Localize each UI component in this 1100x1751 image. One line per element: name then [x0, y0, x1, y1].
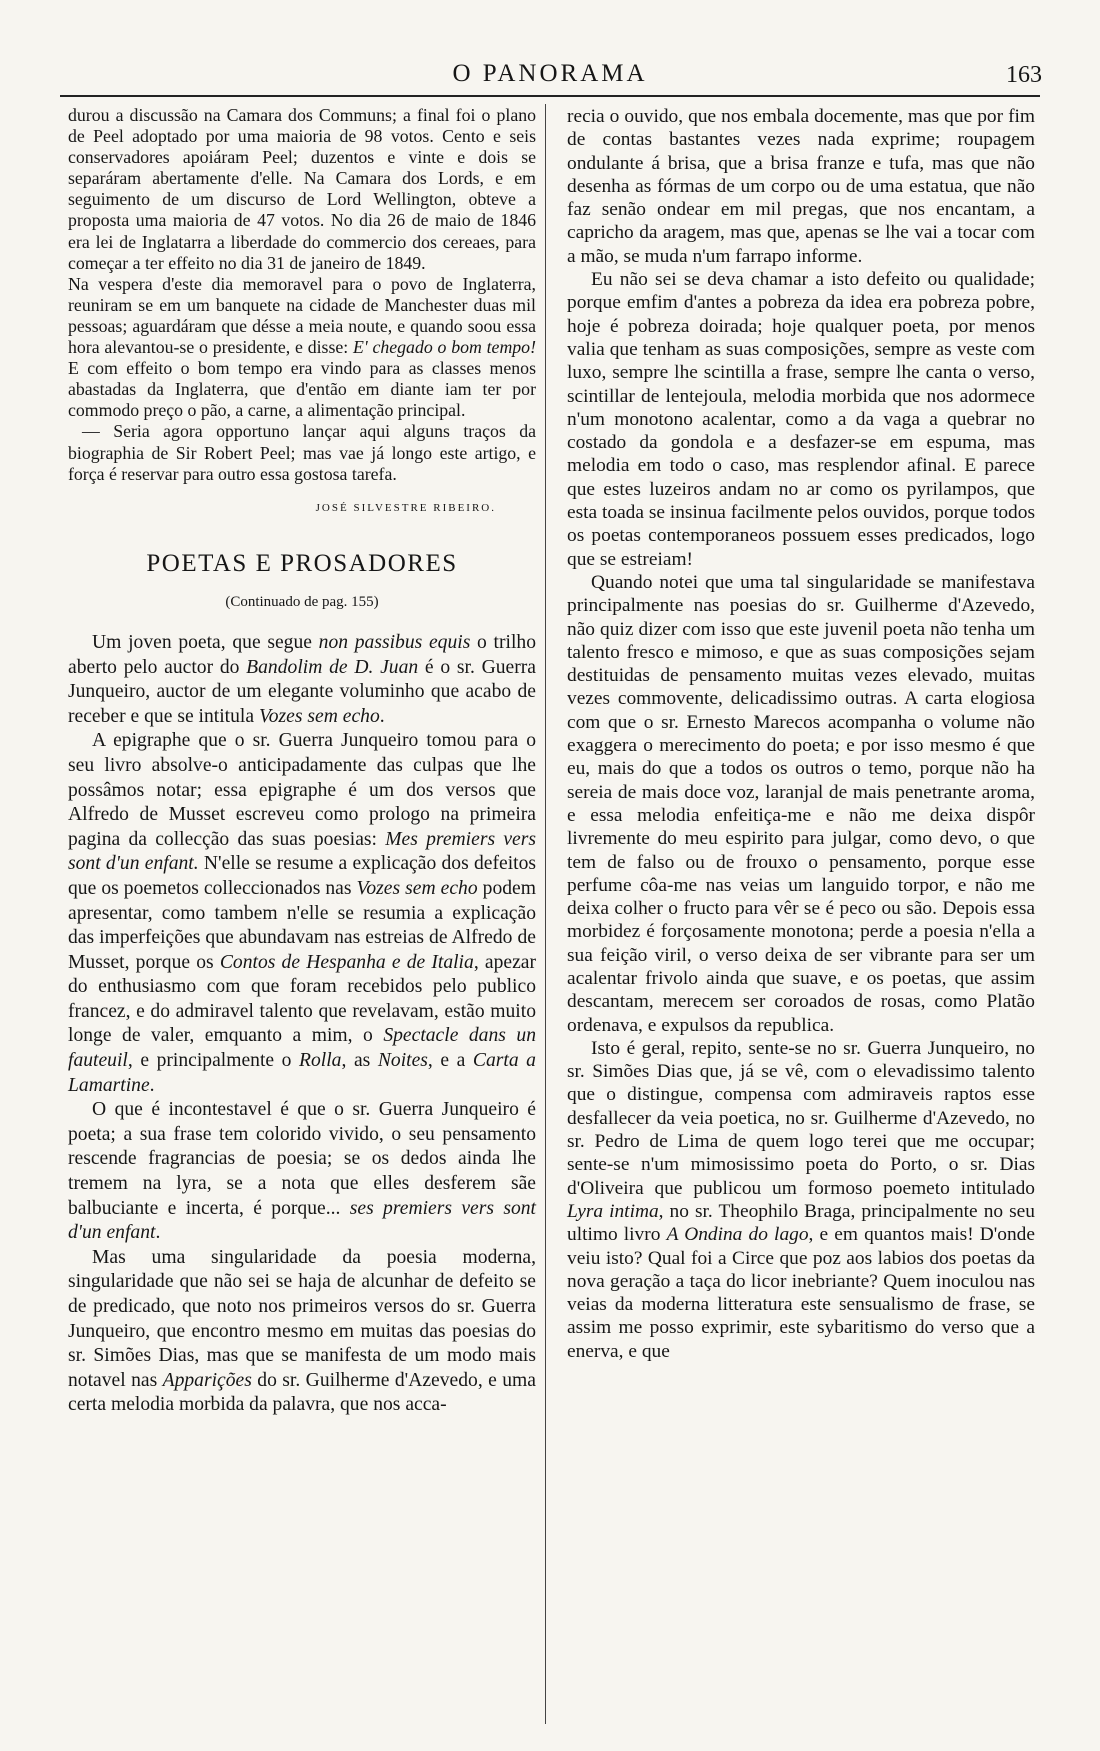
- page-header: [60, 52, 1040, 92]
- running-title: O PANORAMA: [452, 60, 648, 87]
- paragraph: Eu não sei se deva chamar a isto defeito ou qualidade; porque emfim d'antes a pobreza da idea era pobreza pobre, hoje é pobreza doirada; hoje qualquer poeta, por menos valia que tenham as suas composições, sempre as veste com luxo, sempre lhe scintilla a frase, sempre lhe canta o verso, scintillar de lentejoula, melodia morbida que nos adormece n'um monotono acalentar, como a da vaga a quebrar no costado da gondola e a desfazer-se em espuma, mas melodia em todo o caso, mas resplendor afinal. E parece que estes luzeiros andam no ar como os pyrilampos, que esta toada se insinua facilmente pelos ouvidos, porque todos os poetas contemporaneos possuem esses predicados, logo que se estreiam!: [567, 269, 1035, 570]
- article-poetas: [68, 549, 536, 1418]
- paragraph: O que é incontestavel é que o sr. Guerra Junqueiro é poeta; a sua frase tem colorido vivido, o seu pensamento rescende fragrancias de poesia; se os dedos ainda lhe tremem na lyra, se a nota que elles desferem sãe balbuciante e incerta, é porque... ses premiers vers sont d'un enfant.: [68, 1099, 536, 1244]
- section-title: POETAS E PROSADORES: [146, 549, 458, 577]
- paragraph: A epigraphe que o sr. Guerra Junqueiro tomou para o seu livro absolve-o anticipadamente das culpas que lhe possâmos notar; essa epigraphe é um dos versos que Alfredo de Musset escreveu como prologo na primeira pagina da collecção das suas poesias: Mes premiers vers sont d'un enfant. N'elle se resume a explicação dos defeitos que os poemetos colleccionados nas Vozes sem echo podem apresentar, como tambem n'elle se resumia a explicação das imperfeições que abundavam nas estreias de Alfredo de Musset, porque os Contos de Hespanha e de Italia, apezar do enthusiasmo com que foram recebidos pelo publico francez, e do admiravel talento que revelavam, estão muito longe de valer, emquanto a mim, o Spectacle dans un fauteuil, e principalmente o Rolla, as Noites, e a Carta a Lamartine.: [68, 730, 536, 1096]
- paragraph: Quando notei que uma tal singularidade se manifestava principalmente nas poesias do sr. Guilherme d'Azevedo, não quiz dizer com isso que este juvenil poeta não tenha um talento fresco e mimoso, e que as suas composições sejam destituidas de pensamento muitas vezes elevado, muitas vezes commovente, delicadissimo outras. A carta elogiosa com que o sr. Ernesto Marecos acompanha o volume não exaggera o merecimento do poeta; e por isso mesmo é que eu, mais do que a todos os outros o temo, porque não ha sereia de mais doce voz, laranjal de mais penetrante aroma, e essa melodia enfeitiça-me e não me deixa dispôr livremente do meu espirito para julgar, como devo, o que tem de falso ou de frouxo o pensamento, porque esse perfume côa-me nas veias um languido torpor, e não me deixa colher o fructo para vêr se é peco ou são. Depois essa morbidez é forçosamente monotona; perde a poesia n'ella a sua feição viril, o verso deixa de ser vibrante para ser um acalentar frivolo ainda que suave, e os poetas, que assim descantam, merecem ser coroados de rosas, como Platão ordenava, e expulsos da republica.: [567, 571, 1035, 1036]
- paragraph: Mas uma singularidade da poesia moderna, singularidade que não sei se haja de alcunhar de defeito se de predicado, que noto nos primeiros versos do sr. Guerra Junqueiro, que encontro mesmo em muitas das poesias do sr. Simões Dias, mas que se manifesta de um modo mais notavel nas Apparições do sr. Guilherme d'Azevedo, e uma certa melodia morbida da palavra, que nos acca-: [68, 1246, 536, 1416]
- paragraph: — Seria agora opportuno lançar aqui alguns traços da biographia de Sir Robert Peel; mas vae já longo este artigo, e força é reservar para outro essa gostosa tarefa.: [68, 421, 536, 484]
- page-number: 163: [1006, 62, 1042, 88]
- right-column: [567, 105, 1035, 1363]
- paragraph: Na vespera d'este dia memoravel para o povo de Inglaterra, reuniram se em um banquete na cidade de Manchester duas mil pessoas; aguardáram que désse a meia noute, e quando soou essa hora alevantou-se o presidente, e disse: E' chegado o bom tempo! E com effeito o bom tempo era vindo para as classes menos abastadas da Inglaterra, que d'então em diante iam ter por commodo preço o pão, a carne, a alimentação principal.: [68, 273, 536, 421]
- paragraph: recia o ouvido, que nos embala docemente, mas que por fim de contas bastantes vezes nada exprime; roupagem ondulante á brisa, que a brisa franze e tufa, mas que não desenha as fórmas de um corpo ou de uma estatua, que não faz senão ondear em mil pregas, que nos encantam, a capricho da aragem, mas que, apenas se lhe vai a tocar com a mão, se muda n'um farrapo informe.: [567, 106, 1035, 267]
- paragraph: durou a discussão na Camara dos Communs; a final foi o plano de Peel adoptado por uma maioria de 98 votos. Cento e seis conservadores apoiáram Peel; duzentos e vinte e dois se separáram abertamente d'elle. Na Camara dos Lords, e em seguimento de um discurso de Lord Wellington, obteve a proposta uma maioria de 47 votos. No dia 26 de maio de 1846 era lei de Inglatarra a liberdade do commercio dos cereaes, para começar a ter effeito no dia 31 de janeiro de 1849.: [68, 105, 536, 273]
- section-subtitle: (Continuado de pag. 155): [225, 593, 379, 610]
- article-ending: [68, 105, 536, 485]
- column-divider: [545, 104, 546, 1724]
- header-rule: [60, 95, 1040, 97]
- paragraph: Isto é geral, repito, sente-se no sr. Guerra Junqueiro, no sr. Simões Dias que, já se vê, com o elevadissimo talento que o distingue, compensa com admiraveis raptos esse desfallecer da veia poetica, no sr. Guilherme d'Azevedo, no sr. Pedro de Lima de quem logo terei que me occupar; sente-se n'um mimosissimo poeta do Porto, o sr. Dias d'Oliveira que publicou um formoso poemeto intitulado Lyra intima, no sr. Theophilo Braga, principalmente no seu ultimo livro A Ondina do lago, e em quantos mais! D'onde veiu isto? Qual foi a Circe que poz aos labios dos poetas da nova geração a taça do licor inebriante? Quem inoculou nas veias da moderna litteratura este sensualismo de frase, se assim me posso exprimir, este sybaritismo do verso que a enerva, e que: [567, 1037, 1035, 1362]
- paragraph: Um joven poeta, que segue non passibus equis o trilho aberto pelo auctor do Bandolim de D. Juan é o sr. Guerra Junqueiro, auctor de um elegante voluminho que acabo de receber e que se intitula Vozes sem echo.: [68, 631, 536, 727]
- left-column: [68, 105, 536, 1418]
- author-signature: JOSÉ SILVESTRE RIBEIRO.: [315, 501, 496, 514]
